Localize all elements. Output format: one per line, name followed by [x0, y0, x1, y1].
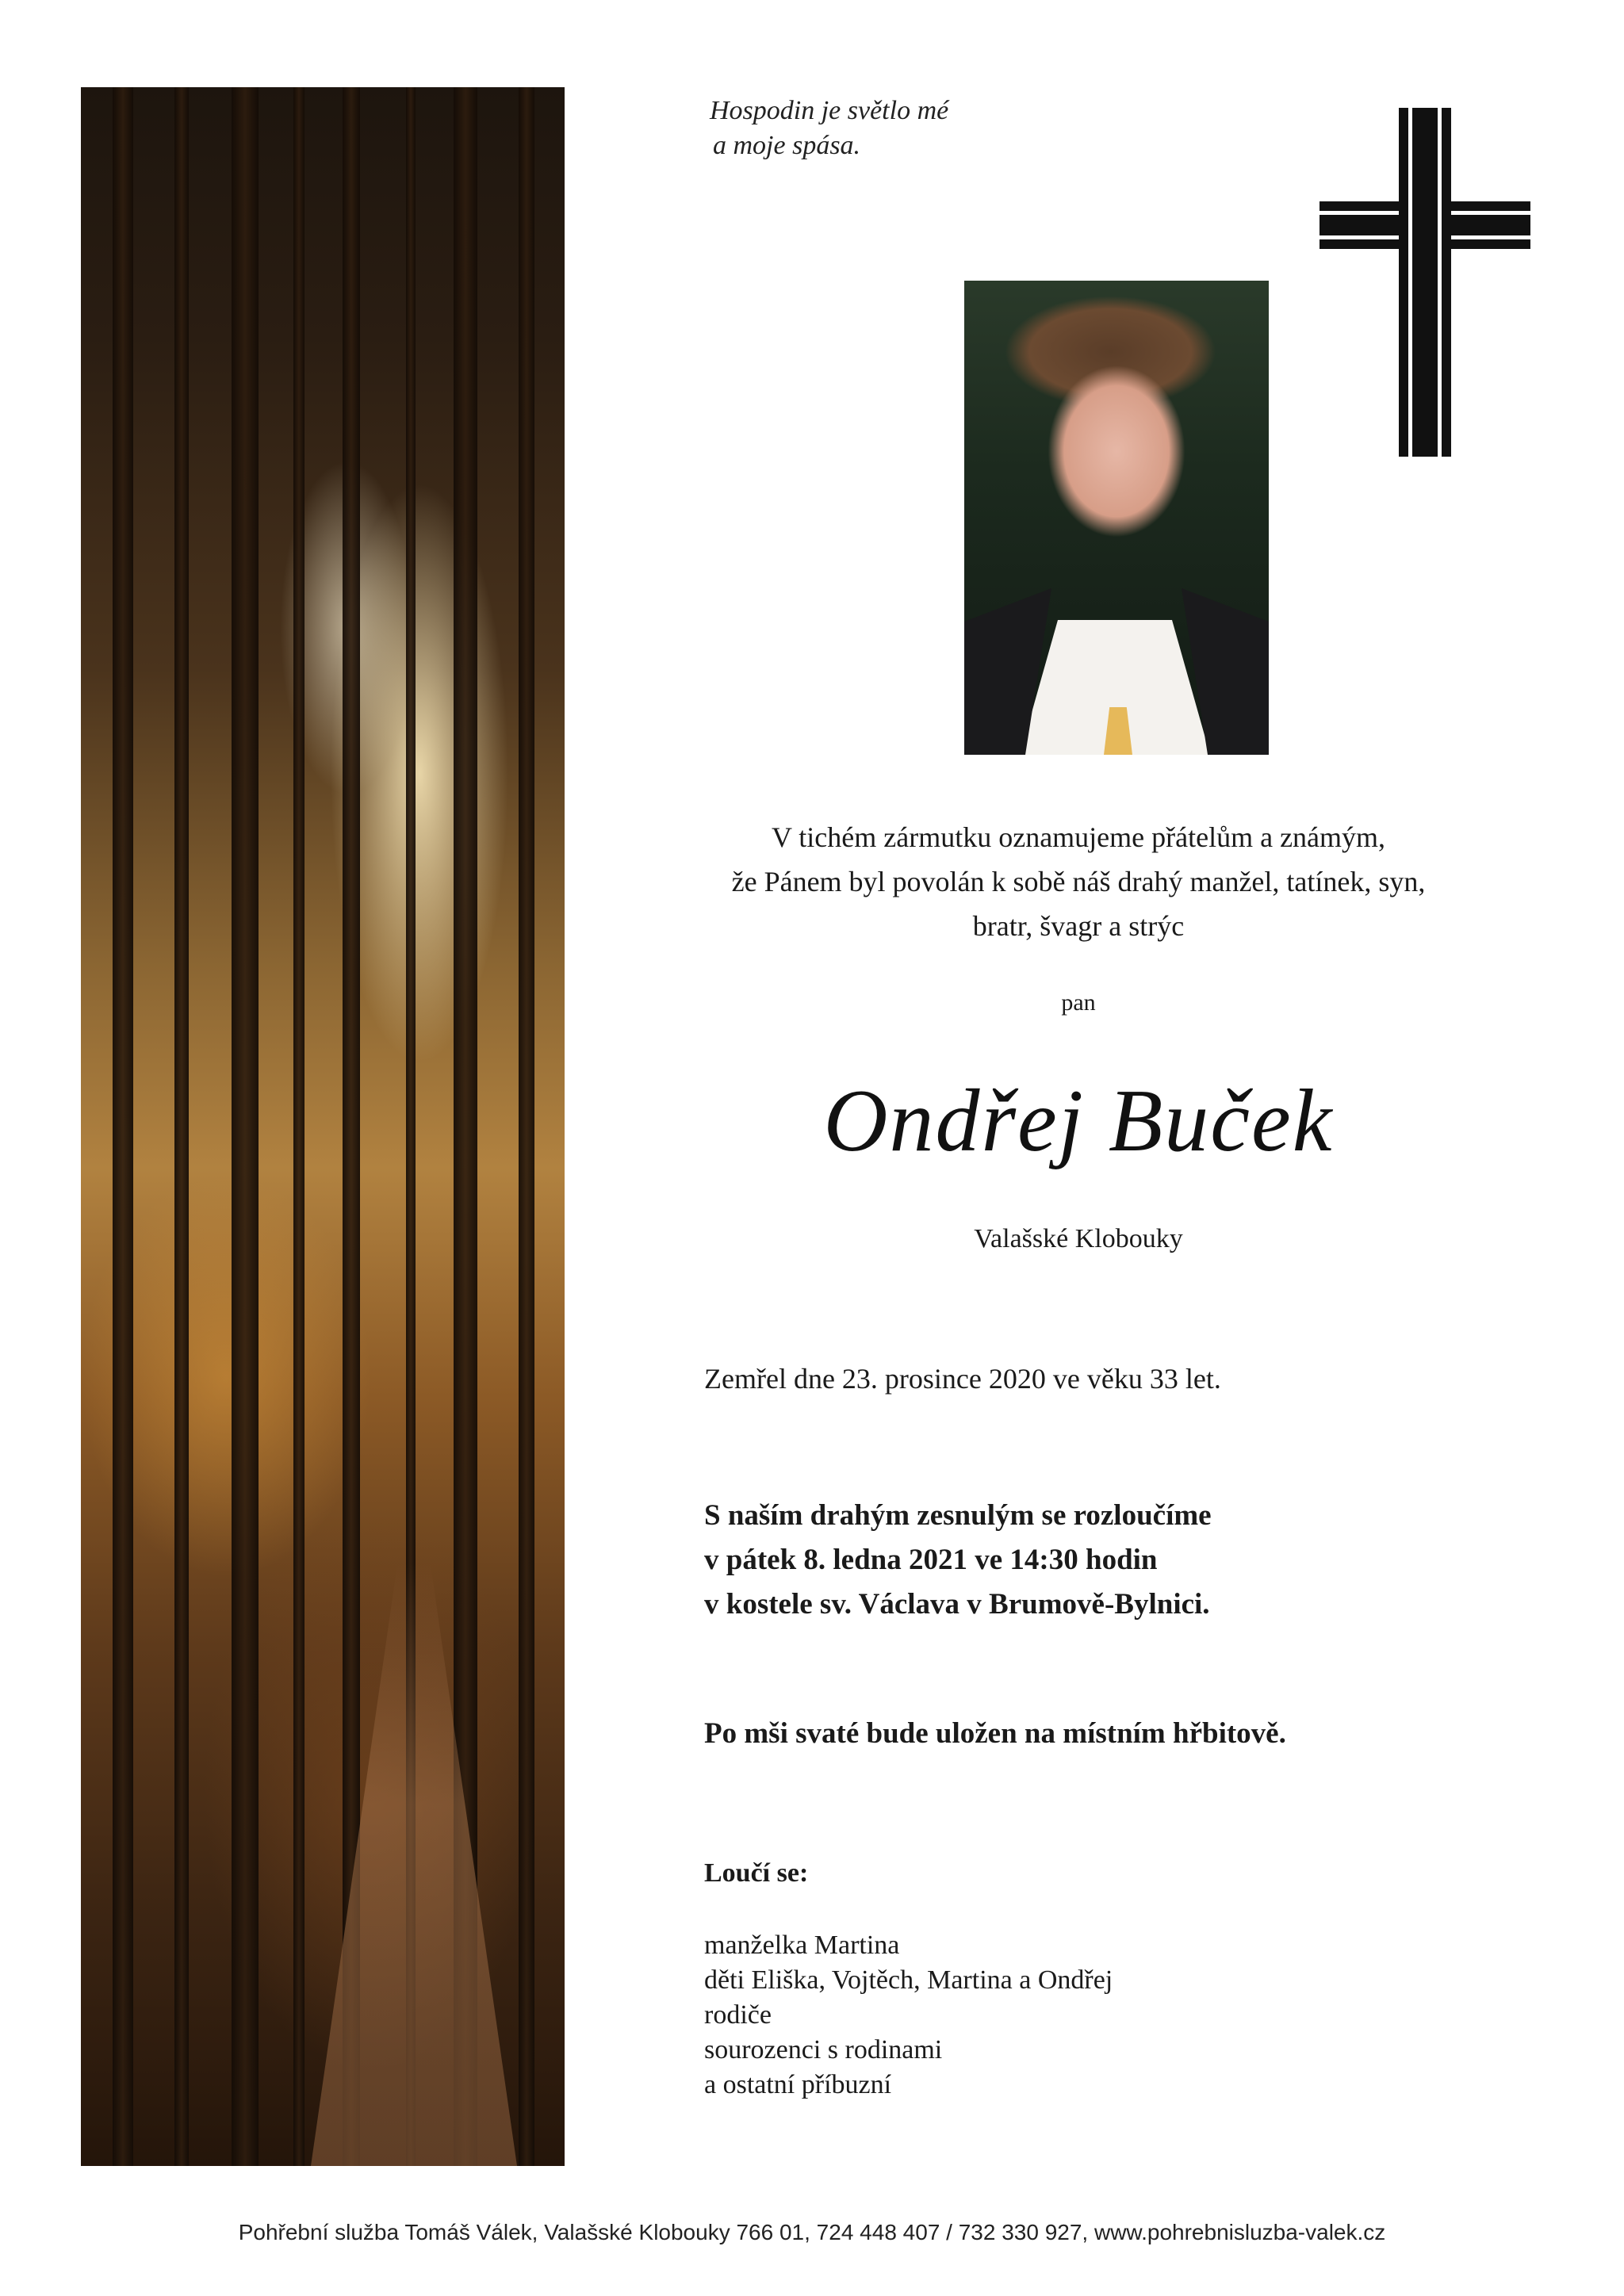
farewell-info [704, 1494, 1576, 1627]
mourner-item: a ostatní příbuzní [704, 2070, 892, 2099]
farewell-line-3: v kostele sv. Václava v Brumově-Bylnici. [704, 1588, 1210, 1621]
mourner-item: manželka Martina [704, 1931, 900, 1960]
mourners-label: Loučí se: [704, 1858, 809, 1888]
portrait-photo [964, 281, 1269, 755]
deceased-name: Ondřej Buček [823, 1072, 1334, 1170]
cross-icon [1320, 108, 1530, 457]
death-notice: Zemřel dne 23. prosince 2020 ve věku 33 let. [704, 1363, 1221, 1395]
quote [710, 94, 1043, 163]
mourners-list [704, 1928, 1576, 2103]
farewell-line-2: v pátek 8. ledna 2021 ve 14:30 hodin [704, 1544, 1158, 1576]
residence: Valašské Klobouky [974, 1224, 1183, 1253]
burial-notice: Po mši svaté bude uložen na místním hřbitově. [704, 1717, 1286, 1750]
forest-photo [81, 87, 565, 2166]
announcement-line-3: bratr, švagr a strýc [972, 910, 1185, 942]
mourner-item: rodiče [704, 2000, 772, 2030]
mourner-item: sourozenci s rodinami [704, 2035, 943, 2064]
farewell-line-1: S naším drahým zesnulým se rozloučíme [704, 1499, 1212, 1532]
funeral-service-footer: Pohřební služba Tomáš Válek, Valašské Klobouky 766 01, 724 448 407 / 732 330 927, www.pohrebnisluzba-valek.cz [238, 2220, 1386, 2244]
quote-line-1: Hospodin je světlo mé [710, 96, 949, 125]
quote-line-2: a moje spása. [713, 131, 861, 160]
announcement-line-1: V tichém zármutku oznamujeme přátelům a známým, [771, 821, 1386, 853]
mourner-item: děti Eliška, Vojtěch, Martina a Ondřej [704, 1965, 1113, 1995]
announcement [650, 815, 1507, 948]
salutation: pan [1061, 989, 1096, 1016]
announcement-line-2: že Pánem byl povolán k sobě náš drahý manžel, tatínek, syn, [731, 866, 1426, 897]
